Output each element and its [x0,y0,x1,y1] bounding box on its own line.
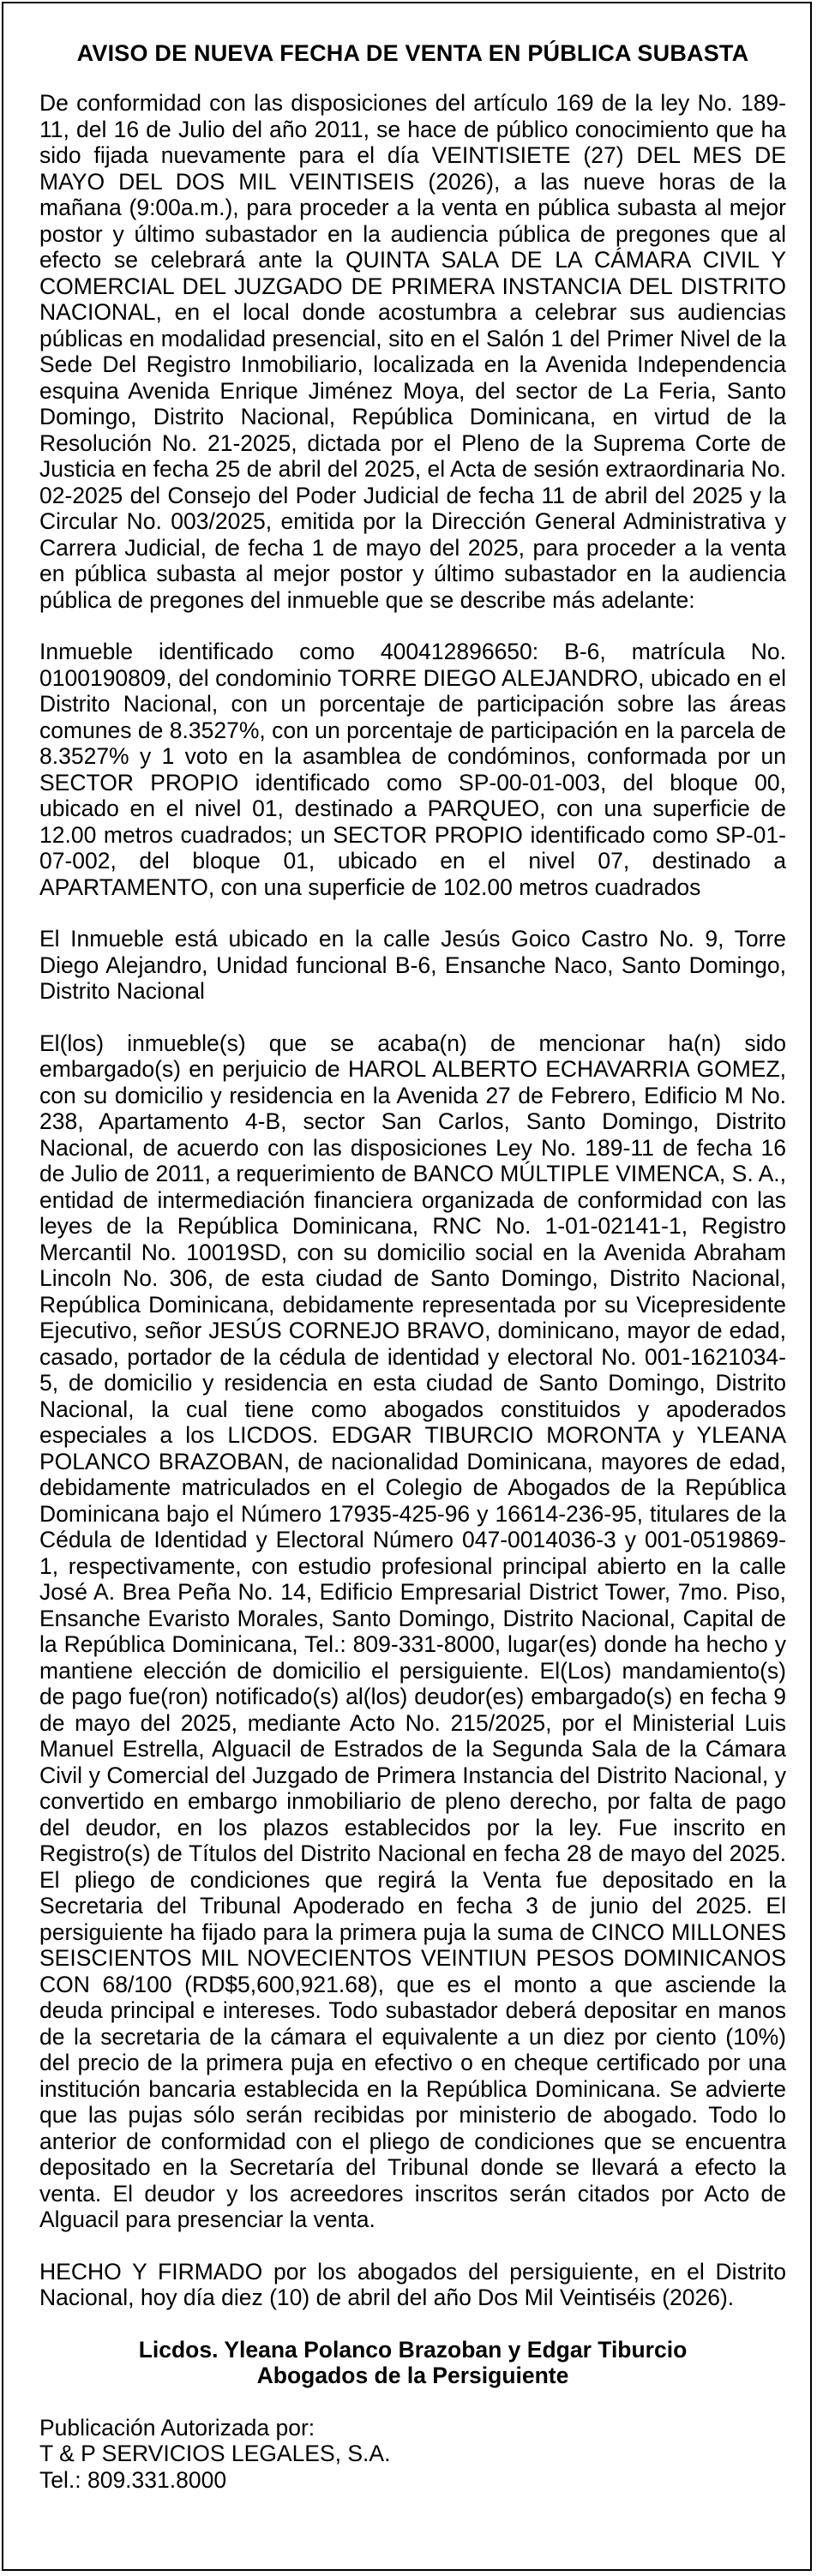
notice-title: AVISO DE NUEVA FECHA DE VENTA EN PÚBLICA SUBASTA [76,40,749,66]
publication-block [39,2415,786,2494]
paragraph-property-location: El Inmueble está ubicado en la calle Jesús Goico Castro No. 9, Torre Diego Alejandro, Unidad funcional B-6, Ensanche Naco, Santo Domingo, Distrito Nacional [39,926,786,1004]
paragraph-property-description: Inmueble identificado como 400412896650: B-6, matrícula No. 0100190809, del condominio TORRE DIEGO ALEJANDRO, ubicado en el Distrito Nacional, con un porcentaje de participación sobre las áreas comunes de 8.3527%, con un porcentaje de participación en la parcela de 8.3527% y 1 voto en la asamblea de condóminos, conformada por un SECTOR PROPIO identificado como SP-00-01-003, del bloque 00, ubicado en el nivel 01, destinado a PARQUEO, con una superficie de 12.00 metros cuadrados; un SECTOR PROPIO identificado como SP-01-07-002, del bloque 01, ubicado en el nivel 07, destinado a APARTAMENTO, con una superficie de 102.00 metros cuadrados [39,639,786,900]
notice-frame [2,2,812,2571]
paragraph-auction-date: De conformidad con las disposiciones del artículo 169 de la ley No. 189-11, del 16 de Julio del año 2011, se hace de público conocimiento que ha sido fijada nuevamente para el día VEINTISIETE (27) DEL MES DE MAYO DEL DOS MIL VEINTISEIS (2026), a las nueve horas de la mañana (9:00a.m.), para proceder a la venta en pública subasta al mejor postor y último subastador en la audiencia pública de pregones que al efecto se celebrará ante la QUINTA SALA DE LA CÁMARA CIVIL Y COMERCIAL DEL JUZGADO DE PRIMERA INSTANCIA DEL DISTRITO NACIONAL, en el local donde acostumbra a celebrar sus audiencias públicas en modalidad presencial, sito en el Salón 1 del Primer Nivel de la Sede Del Registro Inmobiliario, localizada en la Avenida Independencia esquina Avenida Enrique Jiménez Moya, del sector de La Feria, Santo Domingo, Distrito Nacional, República Dominicana, en virtud de la Resolución No. 21-2025, dictada por el Pleno de la Suprema Corte de Justicia en fecha 25 de abril del 2025, el Acta de sesión extraordinaria No. 02-2025 del Consejo del Poder Judicial de fecha 11 de abril del 2025 y la Circular No. 003/2025, emitida por la Dirección General Administrativa y Carrera Judicial, de fecha 1 de mayo del 2025, para proceder a la venta en pública subasta al mejor postor y último subastador en la audiencia pública de pregones del inmueble que se describe más adelante: [39,90,786,613]
paragraph-seizure-details: El(los) inmueble(s) que se acaba(n) de mencionar ha(n) sido embargado(s) en perjuicio de HAROL ALBERTO ECHAVARRIA GOMEZ, con su domicilio y residencia en la Avenida 27 de Febrero, Edificio M No. 238, Apartamento 4-B, sector San Carlos, Santo Domingo, Distrito Nacional, de acuerdo con las disposiciones Ley No. 189-11 de fecha 16 de Julio de 2011, a requerimiento de BANCO MÚLTIPLE VIMENCA, S. A., entidad de intermediación financiera organizada de conformidad con las leyes de la República Dominicana, RNC No. 1-01-02141-1, Registro Mercantil No. 10019SD, con su domicilio social en la Avenida Abraham Lincoln No. 306, de esta ciudad de Santo Domingo, Distrito Nacional, República Dominicana, debidamente representada por su Vicepresidente Ejecutivo, señor JESÚS CORNEJO BRAVO, dominicano, mayor de edad, casado, portador de la cédula de identidad y electoral No. 001-1621034-5, de domicilio y residencia en esta ciudad de Santo Domingo, Distrito Nacional, la cual tiene como abogados constituidos y apoderados especiales a los LICDOS. EDGAR TIBURCIO MORONTA y YLEANA POLANCO BRAZOBAN, de nacionalidad Dominicana, mayores de edad, debidamente matriculados en el Colegio de Abogados de la República Dominicana bajo el Número 17935-425-96 y 16614-236-95, titulares de la Cédula de Identidad y Electoral Número 047-0014036-3 y 001-0519869-1, respectivamente, con estudio profesional principal abierto en la calle José A. Brea Peña No. 14, Edificio Empresarial District Tower, 7mo. Piso, Ensanche Evaristo Morales, Santo Domingo, Distrito Nacional, Capital de la República Dominicana, Tel.: 809-331-8000, lugar(es) donde ha hecho y mantiene elección de domicilio el persiguiente. El(Los) mandamiento(s) de pago fue(ron) notificado(s) al(los) deudor(es) embargado(s) en fecha 9 de mayo del 2025, mediante Acto No. 215/2025, por el Ministerial Luis Manuel Estrella, Alguacil de Estrados de la Segunda Sala de la Cámara Civil y Comercial del Juzgado de Primera Instancia del Distrito Nacional, y convertido en embargo inmobiliario de pleno derecho, por falta de pago del deudor, en los plazos establecidos por la ley. Fue inscrito en Registro(s) de Títulos del Distrito Nacional en fecha 28 de mayo del 2025. El pliego de condiciones que regirá la Venta fue depositado en la Secretaria del Tribunal Apoderado en fecha 3 de junio del 2025. El persiguiente ha fijado para la primera puja la suma de CINCO MILLONES SEISCIENTOS MIL NOVECIENTOS VEINTIUN PESOS DOMINICANOS CON 68/100 (RD$5,600,921.68), que es el monto a que asciende la deuda principal e intereses. Todo subastador deberá depositar en manos de la secretaria de la cámara el equivalente a un diez por ciento (10%) del precio de la primera puja en efectivo o en cheque certificado por una institución bancaria establecida en la República Dominicana. Se advierte que las pujas sólo serán recibidas por ministerio de abogado. Todo lo anterior de conformidad con el pliego de condiciones que se encuentra depositado en la Secretaría del Tribunal donde se llevará a efecto la venta. El deudor y los acreedores inscritos serán citados por Acto de Alguacil para presenciar la venta. [39,1030,786,2232]
signature-lawyers: Licdos. Yleana Polanco Brazoban y Edgar Tiburcio [138,2336,688,2363]
paragraph-signed-statement: HECHO Y FIRMADO por los abogados del persiguiente, en el Distrito Nacional, hoy día diez (10) de abril del año Dos Mil Veintiséis (2026). [39,2258,786,2310]
publication-authorized-label: Publicación Autorizada por: [39,2414,315,2441]
publication-company: T & P SERVICIOS LEGALES, S.A. [39,2441,391,2466]
publication-phone: Tel.: 809.331.8000 [39,2466,227,2493]
notice-content [39,39,786,2493]
signature-role: Abogados de la Persiguiente [256,2363,569,2388]
signature-block [39,2337,786,2389]
